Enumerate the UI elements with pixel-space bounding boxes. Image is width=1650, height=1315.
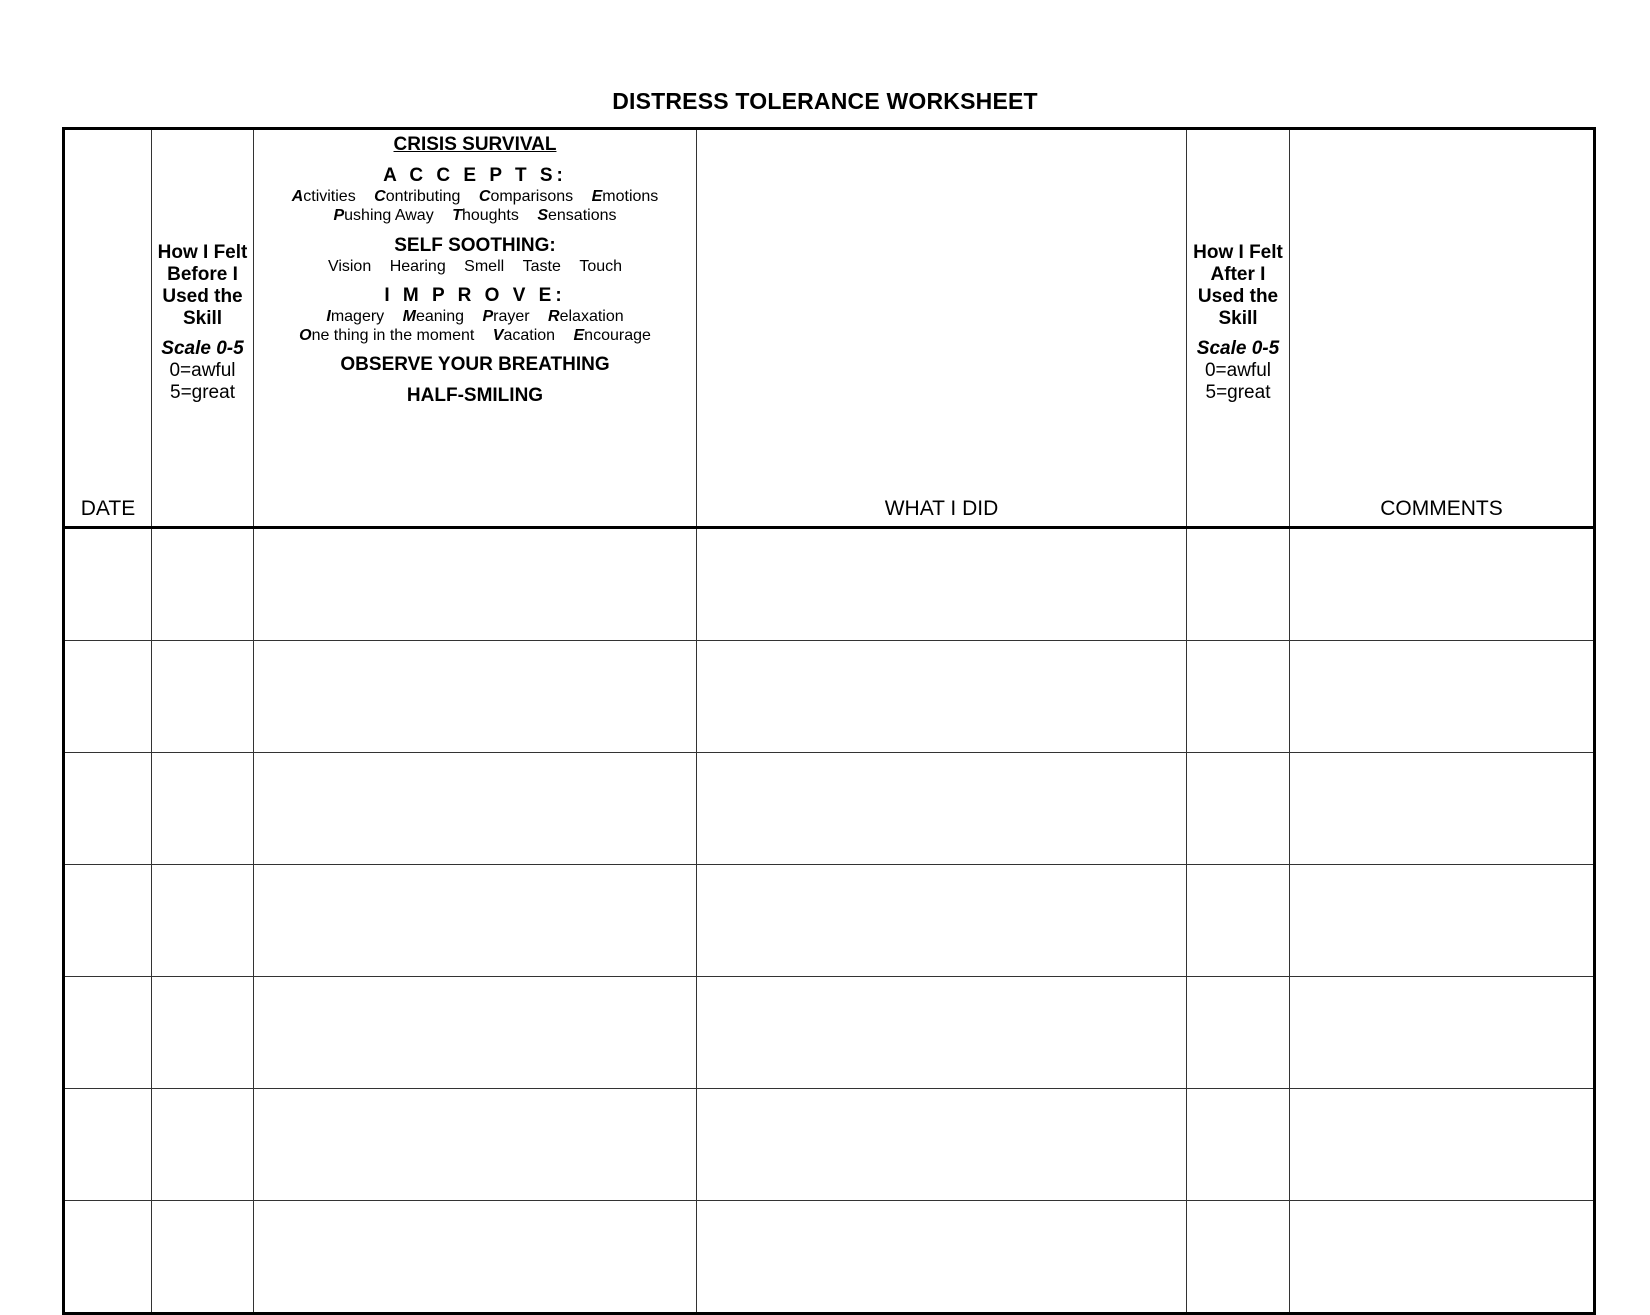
sense-item: Touch	[579, 258, 623, 275]
accepts-item: Comparisons	[478, 188, 574, 205]
comments-cell[interactable]	[1290, 977, 1595, 1089]
felt-after-cell[interactable]	[1187, 1201, 1290, 1314]
felt-before-cell[interactable]	[152, 641, 254, 753]
felt-after-cell[interactable]	[1187, 1089, 1290, 1201]
half-smiling-heading: HALF-SMILING	[406, 385, 544, 406]
date-cell[interactable]	[64, 753, 152, 865]
improve-item: Meaning	[402, 308, 464, 325]
felt-before-cell[interactable]	[152, 528, 254, 641]
worksheet-title: DISTRESS TOLERANCE WORKSHEET	[612, 88, 1038, 114]
comments-cell[interactable]	[1290, 641, 1595, 753]
what-i-did-cell[interactable]	[697, 641, 1187, 753]
comments-cell[interactable]	[1290, 528, 1595, 641]
accepts-item: Contributing	[374, 188, 461, 205]
felt-after-low: 0=awful	[1204, 360, 1272, 381]
accepts-line-1	[254, 187, 696, 206]
felt-after-cell[interactable]	[1187, 753, 1290, 865]
table-row	[64, 1201, 1595, 1314]
improve-line-1	[254, 307, 696, 326]
accepts-item: Sensations	[537, 207, 617, 224]
felt-after-line: Skill	[1218, 308, 1258, 329]
improve-line-2	[254, 326, 696, 345]
improve-item: One thing in the moment	[299, 327, 475, 344]
felt-before-line: How I Felt	[157, 242, 248, 263]
accepts-item: Thoughts	[452, 207, 519, 224]
felt-before-cell[interactable]	[152, 977, 254, 1089]
observe-breathing-heading: OBSERVE YOUR BREATHING	[340, 354, 610, 375]
table-row	[64, 528, 1595, 641]
skill-cell[interactable]	[254, 528, 697, 641]
improve-item: Encourage	[573, 327, 651, 344]
comments-cell[interactable]	[1290, 865, 1595, 977]
improve-heading: I M P R O V E:	[384, 285, 566, 306]
felt-before-line: Skill	[182, 308, 223, 329]
crisis-survival-heading: CRISIS SURVIVAL	[393, 134, 557, 155]
date-cell[interactable]	[64, 1089, 152, 1201]
comments-cell[interactable]	[1290, 1201, 1595, 1314]
skill-cell[interactable]	[254, 977, 697, 1089]
skill-cell[interactable]	[254, 865, 697, 977]
what-i-did-cell[interactable]	[697, 1089, 1187, 1201]
comments-header: COMMENTS	[1290, 129, 1595, 528]
comments-cell[interactable]	[1290, 1089, 1595, 1201]
felt-before-header	[152, 129, 254, 528]
accepts-item: Pushing Away	[333, 207, 434, 224]
felt-after-scale: Scale 0-5	[1196, 338, 1280, 359]
felt-after-cell[interactable]	[1187, 865, 1290, 977]
accepts-item: Activities	[291, 188, 356, 205]
what-i-did-cell[interactable]	[697, 528, 1187, 641]
skill-cell[interactable]	[254, 753, 697, 865]
felt-after-cell[interactable]	[1187, 641, 1290, 753]
what-i-did-cell[interactable]	[697, 977, 1187, 1089]
accepts-heading: A C C E P T S:	[383, 165, 567, 186]
date-cell[interactable]	[64, 641, 152, 753]
what-i-did-cell[interactable]	[697, 1201, 1187, 1314]
improve-item: Vacation	[492, 327, 556, 344]
felt-before-line: Used the	[162, 286, 243, 307]
table-row	[64, 977, 1595, 1089]
improve-item: Imagery	[326, 308, 385, 325]
self-soothing-heading: SELF SOOTHING:	[394, 235, 556, 256]
sense-item: Hearing	[389, 258, 446, 275]
date-cell[interactable]	[64, 865, 152, 977]
felt-before-high: 5=great	[170, 382, 235, 403]
date-cell[interactable]	[64, 977, 152, 1089]
skill-cell[interactable]	[254, 1089, 697, 1201]
felt-after-cell[interactable]	[1187, 977, 1290, 1089]
sense-item: Taste	[522, 258, 561, 275]
felt-before-scale: Scale 0-5	[161, 338, 244, 359]
table-row	[64, 865, 1595, 977]
table-row	[64, 1089, 1595, 1201]
felt-before-cell[interactable]	[152, 865, 254, 977]
what-i-did-cell[interactable]	[697, 865, 1187, 977]
accepts-line-2	[254, 206, 696, 225]
comments-cell[interactable]	[1290, 753, 1595, 865]
date-cell[interactable]	[64, 528, 152, 641]
header-row	[64, 129, 1595, 528]
skill-cell[interactable]	[254, 641, 697, 753]
worksheet-table	[62, 127, 1596, 1315]
felt-before-cell[interactable]	[152, 753, 254, 865]
felt-after-line: Used the	[1197, 286, 1279, 307]
what-i-did-header: WHAT I DID	[697, 129, 1187, 528]
accepts-item: Emotions	[591, 188, 659, 205]
felt-after-cell[interactable]	[1187, 528, 1290, 641]
date-header: DATE	[64, 129, 152, 528]
felt-before-low: 0=awful	[169, 360, 236, 381]
felt-after-high: 5=great	[1205, 382, 1271, 403]
sense-item: Vision	[327, 258, 372, 275]
felt-after-header	[1187, 129, 1290, 528]
felt-before-cell[interactable]	[152, 1089, 254, 1201]
skill-cell[interactable]	[254, 1201, 697, 1314]
table-row	[64, 641, 1595, 753]
sense-item: Smell	[464, 258, 505, 275]
what-i-did-cell[interactable]	[697, 753, 1187, 865]
felt-after-line: After I	[1210, 264, 1266, 285]
felt-before-line: Before I	[167, 264, 238, 285]
skills-header	[254, 129, 697, 528]
felt-after-line: How I Felt	[1193, 242, 1283, 263]
improve-item: Relaxation	[548, 308, 624, 325]
senses-line	[254, 257, 696, 276]
improve-item: Prayer	[482, 308, 530, 325]
date-cell[interactable]	[64, 1201, 152, 1314]
table-row	[64, 753, 1595, 865]
felt-before-cell[interactable]	[152, 1201, 254, 1314]
